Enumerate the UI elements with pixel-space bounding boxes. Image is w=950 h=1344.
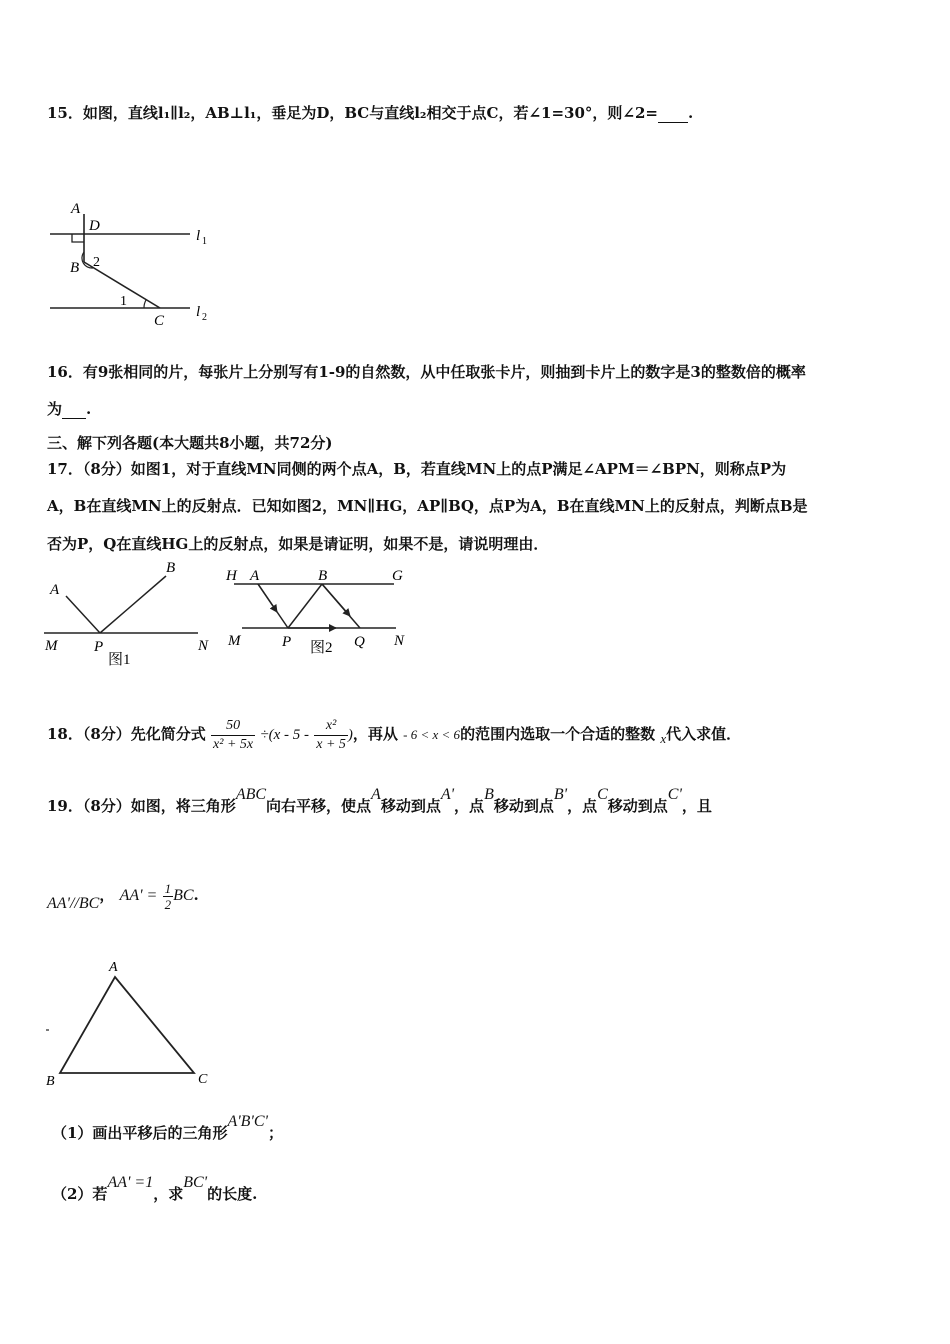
arrow-bq	[322, 584, 350, 616]
q19-point-c: C	[597, 786, 608, 803]
label-l2-sub: 2	[202, 312, 207, 323]
segment-pb-2	[288, 584, 322, 628]
q18-fraction-1	[211, 717, 255, 754]
fig1-label-a: A	[50, 582, 60, 598]
label-angle-1: 1	[120, 294, 127, 309]
q19-sub2-target: BC'	[183, 1174, 208, 1191]
q19-point-c1: C'	[667, 786, 682, 803]
q19-move-to-2: 移动到点	[493, 797, 554, 815]
tri-label-c: C	[198, 1072, 208, 1087]
q19-sub1-triangle: A'B'C'	[227, 1113, 268, 1130]
label-b: B	[70, 260, 80, 276]
question-16-line-2	[47, 398, 91, 419]
question-18	[47, 704, 741, 765]
q19-half-den: 2	[164, 896, 172, 912]
q18-rest: 的范围内选取一个合适的整数	[460, 725, 656, 743]
fig1-label-p: P	[94, 639, 104, 655]
q18-range: - 6 < x < 6	[403, 727, 461, 742]
label-l1-sub: 1	[202, 236, 207, 247]
segment-ap	[66, 596, 100, 633]
q19-sep-1: ，点	[454, 797, 485, 815]
q15-end: .	[687, 104, 694, 122]
q19-sub2-given: AA' =1	[107, 1174, 154, 1191]
q19-cond-2-left: AA' =	[119, 887, 158, 904]
question-16-line-1: 16．有9张相同的片，每张片上分别写有1-9的自然数，从中任取张卡片，则抽到卡片上的数字是3的整数倍的概率	[47, 363, 806, 381]
q18-then: ，再从	[352, 725, 398, 743]
q19-line1-a: 19．（8分）如图，将三角形	[47, 797, 236, 815]
q19-point-b1: B'	[553, 786, 568, 803]
section-3-title: 三、解下列各题(本大题共8小题，共72分)	[47, 434, 333, 452]
q18-close: )	[347, 727, 353, 743]
q19-line1-b: 向右平移，使点	[266, 797, 372, 815]
q16-start: 为	[47, 400, 63, 418]
question-19-conditions	[47, 870, 199, 921]
fig1-label-b: B	[166, 560, 176, 576]
fig2-label-q: Q	[354, 634, 365, 650]
question-17-line-3: 否为P，Q在直线HG上的反射点，如果是请证明，如果不是，请说明理由．	[47, 535, 549, 553]
q19-cond-end: .	[193, 886, 199, 904]
q15-answer-blank[interactable]	[658, 104, 688, 123]
q19-sub2-label: （2）若	[52, 1185, 108, 1203]
q19-cond-2-right: BC	[173, 887, 194, 904]
fig2-label-b: B	[318, 568, 328, 584]
fig2-label-h: H	[226, 568, 237, 584]
q18-frac1-num: 50	[211, 717, 255, 736]
q19-half-num: 1	[164, 880, 172, 896]
arrow-ap	[258, 584, 277, 612]
q19-line1-end: ，且	[681, 797, 712, 815]
q18-var: x	[660, 731, 667, 746]
q19-point-b: B	[484, 786, 494, 803]
q16-end: .	[86, 400, 92, 418]
q15-text: 15．如图，直线l₁∥l₂，AB⊥l₁，垂足为D，BC与直线l₂相交于点C，若∠1=30°，则∠2=	[47, 104, 658, 122]
question-19-part-2	[52, 1174, 257, 1215]
q19-point-a1: A'	[440, 786, 455, 803]
q18-frac2-num: x²	[314, 717, 348, 736]
fig2-label-p: P	[282, 634, 292, 650]
right-angle-mark	[72, 234, 84, 242]
label-l2: l	[196, 304, 201, 320]
q19-sub1-label: （1）画出平移后的三角形	[52, 1124, 228, 1142]
q19-sub1-end: ；	[267, 1124, 283, 1142]
q15-figure	[44, 196, 224, 330]
question-15	[47, 102, 693, 123]
fig1-label-m: M	[45, 638, 58, 654]
fig2-label-g: G	[392, 568, 403, 584]
triangle-abc	[60, 977, 194, 1073]
tri-label-b: B	[46, 1074, 55, 1089]
question-17-line-1: 17．（8分）如图1，对于直线MN同侧的两个点A，B，若直线MN上的点P满足∠APM＝∠BPN，则称点P为	[47, 460, 787, 478]
fig1-label-n: N	[198, 638, 209, 654]
q16-answer-blank[interactable]	[62, 400, 86, 419]
question-19-line-1	[47, 786, 712, 827]
q19-move-to-1: 移动到点	[380, 797, 441, 815]
question-17-line-2: A，B在直线MN上的反射点．已知如图2，MN∥HG，AP∥BQ，点P为A，B在直线MN上的反射点，判断点B是	[47, 497, 808, 515]
q19-cond-1: AA'//BC	[47, 895, 100, 912]
q19-move-to-3: 移动到点	[607, 797, 668, 815]
q19-sep-2: ，点	[567, 797, 598, 815]
q19-sub2-mid: ，求	[153, 1185, 184, 1203]
label-c: C	[154, 313, 165, 329]
fig2-label-a: A	[250, 568, 260, 584]
q19-triangle-figure	[40, 955, 230, 1090]
label-angle-2: 2	[93, 255, 100, 270]
fig2-label-m: M	[228, 633, 241, 649]
fig2-label-n: N	[394, 633, 405, 649]
q18-middle: ÷(x - 5 -	[260, 727, 309, 743]
q19-abc: ABC	[235, 786, 267, 803]
q18-frac1-den: x² + 5x	[213, 736, 254, 752]
q19-half-fraction	[163, 881, 174, 912]
segment-pb	[100, 576, 166, 633]
label-d: D	[89, 218, 100, 234]
q18-frac2-den: x + 5	[316, 736, 346, 752]
q19-comma: ，	[99, 886, 115, 904]
question-19-part-1	[52, 1113, 283, 1154]
q17-figure-2	[224, 562, 420, 662]
q18-prefix: 18．（8分）先化简分式	[47, 725, 206, 743]
tri-label-a: A	[109, 960, 118, 975]
q19-point-a: A	[371, 786, 381, 803]
q19-sub2-end: 的长度.	[207, 1185, 258, 1203]
q17-figure-1	[42, 558, 222, 670]
q18-fraction-2	[314, 717, 348, 754]
label-l1: l	[196, 228, 201, 244]
angle-1-arc	[144, 300, 146, 308]
label-a: A	[71, 201, 81, 217]
fig2-caption: 图2	[310, 640, 333, 656]
q18-end: 代入求值．	[666, 725, 742, 743]
fig1-caption: 图1	[108, 652, 131, 668]
